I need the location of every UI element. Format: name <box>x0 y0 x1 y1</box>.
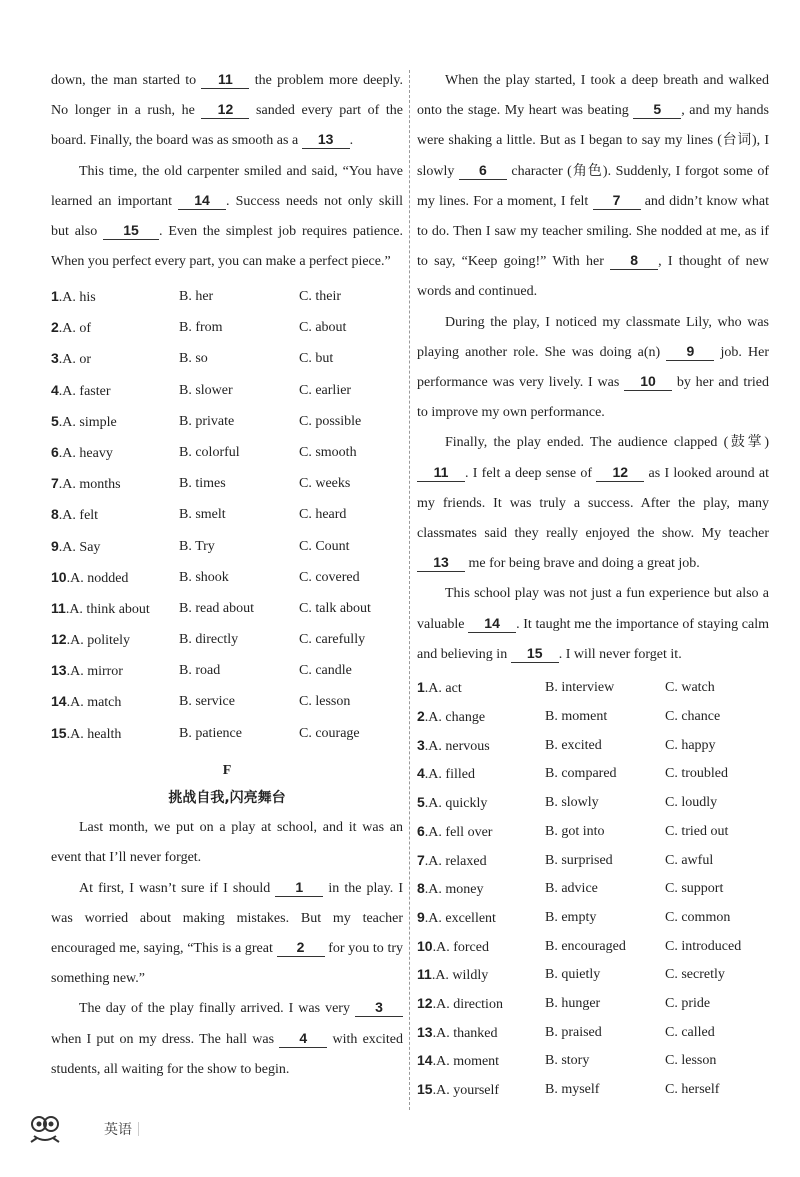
option-a[interactable]: A. or <box>62 352 92 368</box>
option-b[interactable]: B. smelt <box>179 507 226 523</box>
option-row: 11.A. wildly B. quietly C. secretly <box>417 966 725 984</box>
option-row: 3.A. nervous B. excited C. happy <box>417 736 716 754</box>
text: The day of the play finally arrived. I was very <box>79 1001 355 1017</box>
option-c[interactable]: C. loudly <box>665 795 718 811</box>
option-a[interactable]: A. politely <box>70 633 130 649</box>
option-row: 1.A. his B. her C. their <box>51 288 341 306</box>
option-b[interactable]: B. slowly <box>545 795 599 811</box>
option-c[interactable]: C. lesson <box>299 694 351 710</box>
blank-1[interactable]: 1 <box>275 878 323 897</box>
text: , and my hands were shaking a little. But as I began to say my lines (台词), I slowly <box>417 103 770 179</box>
option-row: 13.A. mirror B. road C. candle <box>51 662 352 680</box>
question-number: 13 <box>417 1023 433 1040</box>
option-b[interactable]: B. quietly <box>545 967 601 983</box>
option-c[interactable]: C. awful <box>665 852 714 868</box>
option-row: 15.A. health B. patience C. courage <box>51 724 360 742</box>
option-row: 4.A. faster B. slower C. earlier <box>51 381 352 399</box>
blank-4[interactable]: 4 <box>279 1029 327 1048</box>
question-number: 7 <box>417 851 425 868</box>
question-number: 12 <box>51 631 67 648</box>
blank-11[interactable]: 11 <box>417 463 465 482</box>
option-b[interactable]: B. directly <box>179 632 239 648</box>
question-number: 7 <box>51 475 59 492</box>
passage-f-paragraph-4 <box>417 66 769 308</box>
option-b[interactable]: B. myself <box>545 1082 600 1098</box>
text: . I felt a deep sense of <box>465 465 597 481</box>
option-c[interactable]: C. common <box>665 909 731 925</box>
option-a[interactable]: A. relaxed <box>428 853 487 869</box>
text: sanded every part of the board. Finally, the board was as smooth as a <box>51 103 403 149</box>
option-c[interactable]: C. carefully <box>299 632 366 648</box>
text: me for being brave and doing a great job. <box>465 556 700 572</box>
footer-divider <box>138 1122 173 1136</box>
option-b[interactable]: B. excited <box>545 737 602 753</box>
option-row: 2.A. of B. from C. about <box>51 319 347 337</box>
text: and didn’t know what to do. Then I saw my teacher smiling. She nodded at me, as if to say, “Keep going!” With her <box>417 193 769 270</box>
question-number: 14 <box>417 1052 433 1069</box>
option-row: 5.A. simple B. private C. possible <box>51 412 362 430</box>
question-number: 4 <box>417 765 425 782</box>
text: . Even the simplest job requires patience. When you perfect every part, you can make a perfect piece.” <box>51 224 403 270</box>
blank-3[interactable]: 3 <box>355 998 403 1017</box>
option-c[interactable]: C. Count <box>299 538 350 554</box>
option-a[interactable]: A. money <box>428 882 484 898</box>
option-a[interactable]: A. forced <box>436 939 489 955</box>
option-row: 14.A. match B. service C. lesson <box>51 693 351 711</box>
option-a[interactable]: A. quickly <box>428 796 488 812</box>
text: Finally, the play ended. The audience clapped (鼓掌) <box>445 435 769 451</box>
option-a[interactable]: A. match <box>70 695 122 711</box>
blank-13[interactable]: 13 <box>417 553 465 572</box>
blank-8[interactable]: 8 <box>610 251 658 270</box>
text: by her and tried to improve my own performance. <box>417 375 769 421</box>
option-row: 7.A. relaxed B. surprised C. awful <box>417 851 714 869</box>
blank-12[interactable]: 12 <box>201 100 249 119</box>
option-b[interactable]: B. read about <box>179 600 255 616</box>
blank-14[interactable]: 14 <box>178 191 226 210</box>
option-a[interactable]: A. filled <box>428 767 475 783</box>
text: character (角色). Suddenly, I forgot some of my lines. For a moment, I felt <box>417 163 769 209</box>
question-number: 6 <box>417 822 425 839</box>
passage-f-paragraph-2 <box>51 874 403 995</box>
option-b[interactable]: B. patience <box>179 725 242 741</box>
option-c[interactable]: C. happy <box>665 737 716 753</box>
option-b[interactable]: B. so <box>179 351 208 367</box>
text: down, the man started to <box>51 73 202 88</box>
option-row: 8.A. felt B. smelt C. heard <box>51 506 347 524</box>
question-number: 8 <box>417 880 425 897</box>
option-b[interactable]: B. hunger <box>545 995 601 1011</box>
blank-15[interactable]: 15 <box>103 221 159 240</box>
option-c[interactable]: C. troubled <box>665 766 728 782</box>
text: . I will never forget it. <box>558 646 682 662</box>
question-number: 4 <box>51 381 59 398</box>
option-row: 4.A. filled B. compared C. troubled <box>417 765 728 783</box>
blank-14[interactable]: 14 <box>468 614 516 633</box>
option-row: 13.A. thanked B. praised C. called <box>417 1023 715 1041</box>
question-number: 8 <box>51 506 59 523</box>
option-b[interactable]: B. advice <box>545 881 598 897</box>
option-row: 7.A. months B. times C. weeks <box>51 475 351 493</box>
text: During the play, I noticed my classmate Lily, who was playing another role. She was doing a(n) <box>417 314 769 360</box>
page-footer <box>28 1112 173 1146</box>
question-number: 11 <box>417 966 432 983</box>
option-a[interactable]: A. wildly <box>435 968 489 984</box>
passage-e-paragraph-2 <box>51 157 403 278</box>
option-c[interactable]: C. pride <box>665 995 711 1011</box>
option-b[interactable]: B. moment <box>545 709 608 725</box>
option-a[interactable]: A. change <box>428 710 486 726</box>
text: the problem more deeply. No longer in a rush, he <box>51 73 403 119</box>
option-row: 5.A. quickly B. slowly C. loudly <box>417 794 718 812</box>
question-number: 14 <box>51 693 67 710</box>
option-row: 9.A. Say B. Try C. Count <box>51 537 350 555</box>
text: This school play was not just a fun experience but also a valuable <box>417 586 769 632</box>
question-number: 6 <box>51 443 59 460</box>
option-c[interactable]: C. about <box>299 320 347 336</box>
option-a[interactable]: A. direction <box>436 996 503 1012</box>
text: when I put on my dress. The hall was <box>51 1031 280 1047</box>
text: This time, the old carpenter smiled and said, “You have learned an important <box>51 163 403 209</box>
option-c[interactable]: C. chance <box>665 709 721 725</box>
option-b[interactable]: B. colorful <box>179 444 240 460</box>
option-b[interactable]: B. interview <box>545 680 615 696</box>
option-c[interactable]: C. lesson <box>665 1053 717 1069</box>
option-a[interactable]: A. faster <box>62 383 111 399</box>
question-number: 12 <box>417 994 433 1011</box>
question-number: 3 <box>417 736 425 753</box>
option-a[interactable]: A. excellent <box>428 910 496 926</box>
option-c[interactable]: C. earlier <box>299 382 352 398</box>
option-b[interactable]: B. got into <box>545 823 605 839</box>
option-b[interactable]: B. times <box>179 476 226 492</box>
question-number: 2 <box>51 319 59 336</box>
text: When the play started, I took a deep breath and walked onto the stage. My heart was beating <box>417 73 769 119</box>
option-c[interactable]: C. but <box>299 351 334 367</box>
option-a[interactable]: A. his <box>62 290 96 306</box>
passage-f-paragraph-5 <box>417 308 769 429</box>
option-b[interactable]: B. Try <box>179 538 215 554</box>
option-c[interactable]: C. introduced <box>665 938 742 954</box>
blank-12[interactable]: 12 <box>596 463 644 482</box>
question-number: 1 <box>417 679 425 696</box>
question-number: 3 <box>51 350 59 367</box>
blank-6[interactable]: 6 <box>459 161 507 180</box>
option-a[interactable]: A. of <box>62 321 92 337</box>
text: . <box>349 133 354 149</box>
option-row: 10.A. nodded B. shook C. covered <box>51 568 360 586</box>
option-a[interactable]: A. simple <box>62 414 117 430</box>
blank-5[interactable]: 5 <box>633 100 681 119</box>
subject-label: 英语 <box>104 1122 132 1138</box>
left-column <box>51 66 403 1085</box>
passage-e-options <box>51 281 403 749</box>
text: , I thought of new words and continued. <box>417 254 769 300</box>
text: for you to try something new.” <box>51 941 403 987</box>
option-row: 6.A. fell over B. got into C. tried out <box>417 822 729 840</box>
option-a[interactable]: A. felt <box>62 508 99 524</box>
option-c[interactable]: C. smooth <box>299 444 357 460</box>
blank-13[interactable]: 13 <box>302 130 350 149</box>
passage-f-paragraph-6 <box>417 428 769 579</box>
passage-f-options <box>417 674 769 1104</box>
text: in the play. I was worried about making mistakes. But my teacher encouraged me, saying, “This is a great <box>51 880 403 957</box>
option-row: 8.A. money B. advice C. support <box>417 880 724 898</box>
option-c[interactable]: C. their <box>299 289 341 305</box>
option-c[interactable]: C. candle <box>299 663 352 679</box>
option-a[interactable]: A. act <box>428 681 462 697</box>
option-c[interactable]: C. talk about <box>299 600 371 616</box>
option-row: 12.A. politely B. directly C. carefully <box>51 631 366 649</box>
question-number: 9 <box>51 537 59 554</box>
option-b[interactable]: B. road <box>179 663 221 679</box>
option-row: 2.A. change B. moment C. chance <box>417 708 721 726</box>
section-letter: F <box>222 763 232 779</box>
option-a[interactable]: A. heavy <box>62 445 113 461</box>
option-c[interactable]: C. heard <box>299 507 347 523</box>
option-b[interactable]: B. from <box>179 320 223 336</box>
option-row: 12.A. direction B. hunger C. pride <box>417 994 711 1012</box>
option-b[interactable]: B. praised <box>545 1024 602 1040</box>
text: as I looked around at my friends. It was truly a success. After the play, many classmates said they really enjoyed the show. My teacher <box>417 465 769 542</box>
column-divider <box>409 70 410 1110</box>
question-number: 2 <box>417 708 425 725</box>
text: At first, I wasn’t sure if I should <box>79 880 276 896</box>
option-c[interactable]: C. called <box>665 1024 715 1040</box>
option-b[interactable]: B. her <box>179 289 214 305</box>
text: job. Her performance was very lively. I was <box>417 344 769 391</box>
passage-f-paragraph-3 <box>51 994 403 1085</box>
option-b[interactable]: B. slower <box>179 382 233 398</box>
option-row: 9.A. excellent B. empty C. common <box>417 908 731 926</box>
option-a[interactable]: A. thanked <box>436 1025 498 1041</box>
option-c[interactable]: C. tried out <box>665 823 729 839</box>
option-c[interactable]: C. covered <box>299 569 360 585</box>
question-number: 5 <box>417 794 425 811</box>
option-a[interactable]: A. nervous <box>428 738 490 754</box>
option-b[interactable]: B. surprised <box>545 852 613 868</box>
option-c[interactable]: C. courage <box>299 725 360 741</box>
option-c[interactable]: C. support <box>665 881 724 897</box>
question-number: 10 <box>51 568 67 585</box>
option-row: 1.A. act B. interview C. watch <box>417 679 715 697</box>
option-a[interactable]: A. yourself <box>436 1083 500 1099</box>
text: . It taught me the importance of staying calm and believing in <box>417 616 769 662</box>
option-b[interactable]: B. story <box>545 1053 590 1069</box>
blank-2[interactable]: 2 <box>277 938 325 957</box>
option-row: 14.A. moment B. story C. lesson <box>417 1052 717 1070</box>
right-column <box>417 66 769 1104</box>
option-b[interactable]: B. compared <box>545 766 617 782</box>
question-number: 1 <box>51 288 59 305</box>
blank-9[interactable]: 9 <box>666 342 714 361</box>
question-number: 11 <box>51 599 66 616</box>
blank-10[interactable]: 10 <box>624 372 672 391</box>
mascot-icon <box>28 1112 62 1146</box>
passage-f-paragraph-7 <box>417 579 769 670</box>
option-c[interactable]: C. herself <box>665 1082 720 1098</box>
option-b[interactable]: B. private <box>179 413 235 429</box>
question-number: 13 <box>51 662 67 679</box>
section-title: 挑战自我,闪亮舞台 <box>168 790 286 807</box>
passage-f-paragraph-1: Last month, we put on a play at school, and it was an event that I’ll never forget. <box>51 820 403 866</box>
option-b[interactable]: B. shook <box>179 569 229 585</box>
option-a[interactable]: A. months <box>62 477 121 493</box>
option-b[interactable]: B. service <box>179 694 235 710</box>
option-row: 15.A. yourself B. myself C. herself <box>417 1081 720 1099</box>
option-row: 3.A. or B. so C. but <box>51 350 334 368</box>
question-number: 9 <box>417 908 425 925</box>
question-number: 10 <box>417 937 433 954</box>
question-number: 15 <box>51 724 67 741</box>
passage-e-paragraph-1 <box>51 66 403 157</box>
question-number: 5 <box>51 412 59 429</box>
text: . Success needs not only skill but also <box>51 193 403 240</box>
blank-15[interactable]: 15 <box>511 644 559 663</box>
option-b[interactable]: B. empty <box>545 909 597 925</box>
option-a[interactable]: A. health <box>70 726 122 742</box>
option-a[interactable]: A. moment <box>436 1054 500 1070</box>
option-c[interactable]: C. weeks <box>299 476 351 492</box>
option-c[interactable]: C. watch <box>665 680 715 696</box>
option-a[interactable]: A. Say <box>62 539 101 555</box>
option-a[interactable]: A. think about <box>69 601 150 617</box>
option-row: 10.A. forced B. encouraged C. introduced <box>417 937 742 955</box>
option-a[interactable]: A. mirror <box>70 664 123 680</box>
option-c[interactable]: C. secretly <box>665 967 725 983</box>
question-number: 15 <box>417 1081 433 1098</box>
blank-7[interactable]: 7 <box>593 191 641 210</box>
option-row: 11.A. think about B. read about C. talk about <box>51 599 371 617</box>
option-a[interactable]: A. nodded <box>70 570 129 586</box>
text: with excited students, all waiting for the show to begin. <box>51 1031 403 1077</box>
option-c[interactable]: C. possible <box>299 413 362 429</box>
blank-11[interactable]: 11 <box>201 70 249 89</box>
option-row: 6.A. heavy B. colorful C. smooth <box>51 443 357 461</box>
option-a[interactable]: A. fell over <box>428 824 493 840</box>
option-b[interactable]: B. encouraged <box>545 938 626 954</box>
